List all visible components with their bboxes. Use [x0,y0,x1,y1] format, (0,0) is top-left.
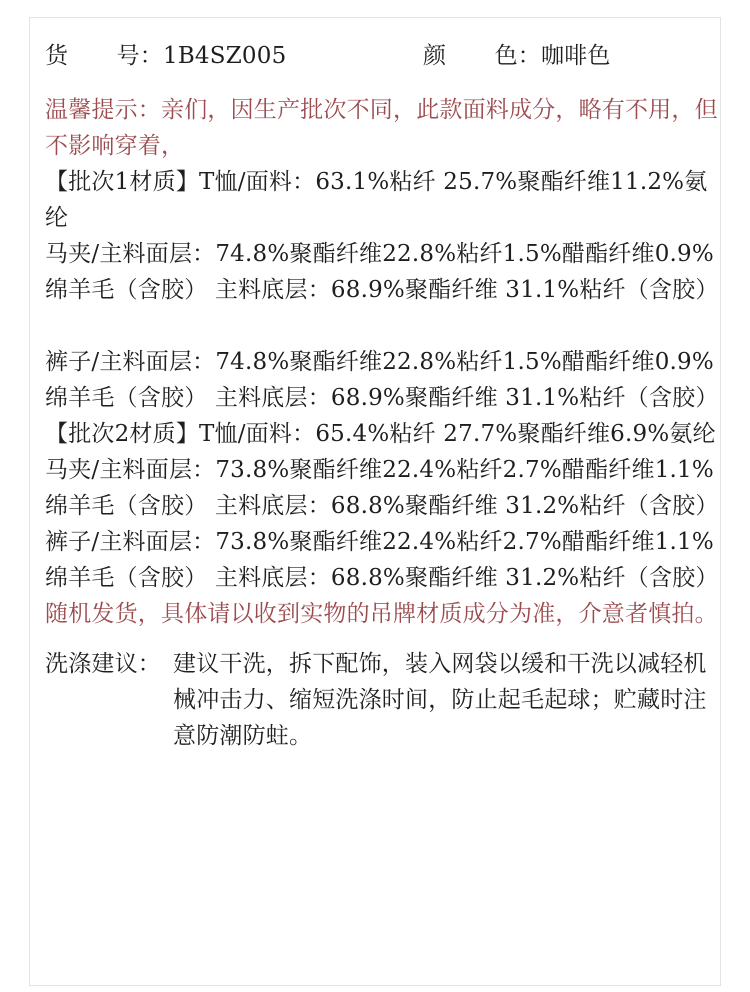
batch2-tshirt: 【批次2材质】T恤/面料：65.4%粘纤 27.7%聚酯纤维6.9%氨纶 [45,421,716,447]
washing-label: 洗涤建议： [45,651,161,677]
item-label-char1: 货 [45,43,69,69]
batch1-vest: 马夹/主料面层：74.8%聚酯纤维22.8%粘纤1.5%醋酯纤维0.9%绵羊毛（含胶） 主料底层：68.9%聚酯纤维 31.1%粘纤（含胶） [45,241,719,303]
notice-text: 温馨提示：亲们，因生产批次不同，此款面料成分，略有不用，但不影响穿着， [45,97,718,159]
item-label-char2: 号： [116,43,163,69]
item-number [45,38,286,74]
item-number-value: 1B4SZ005 [163,43,287,69]
batch2-pants: 裤子/主料面层：73.8%聚酯纤维22.4%粘纤2.7%醋酯纤维1.1%绵羊毛（含胶） 主料底层：68.8%聚酯纤维 31.2%粘纤（含胶） [45,529,719,591]
batch2-vest: 马夹/主料面层：73.8%聚酯纤维22.4%粘纤2.7%醋酯纤维1.1%绵羊毛（含胶） 主料底层：68.8%聚酯纤维 31.2%粘纤（含胶） [45,457,719,519]
color-label [423,38,541,74]
washing-text: 建议干洗，拆下配饰，装入网袋以缓和干洗以减轻机械冲击力、缩短洗涤时间，防止起毛起球；贮藏时注意防潮防蛀。 [173,651,707,749]
color-value: 咖啡色 [541,43,611,69]
shipping-note: 随机发货，具体请以收到实物的吊牌材质成分为准，介意者慎拍。 [45,601,718,627]
spacer [45,308,725,344]
batch1-tshirt: 【批次1材质】T恤/面料：63.1%粘纤 25.7%聚酯纤维11.2%氨纶 [45,169,708,231]
color-label-char1: 颜 [423,43,447,69]
item-number-label [45,38,163,74]
washing-advice [45,646,725,754]
product-info [45,38,725,754]
color [423,38,611,74]
header-row [45,38,725,78]
batch1-pants: 裤子/主料面层：74.8%聚酯纤维22.8%粘纤1.5%醋酯纤维0.9%绵羊毛（含胶） 主料底层：68.9%聚酯纤维 31.1%粘纤（含胶） [45,349,719,411]
color-label-char2: 色： [494,43,541,69]
